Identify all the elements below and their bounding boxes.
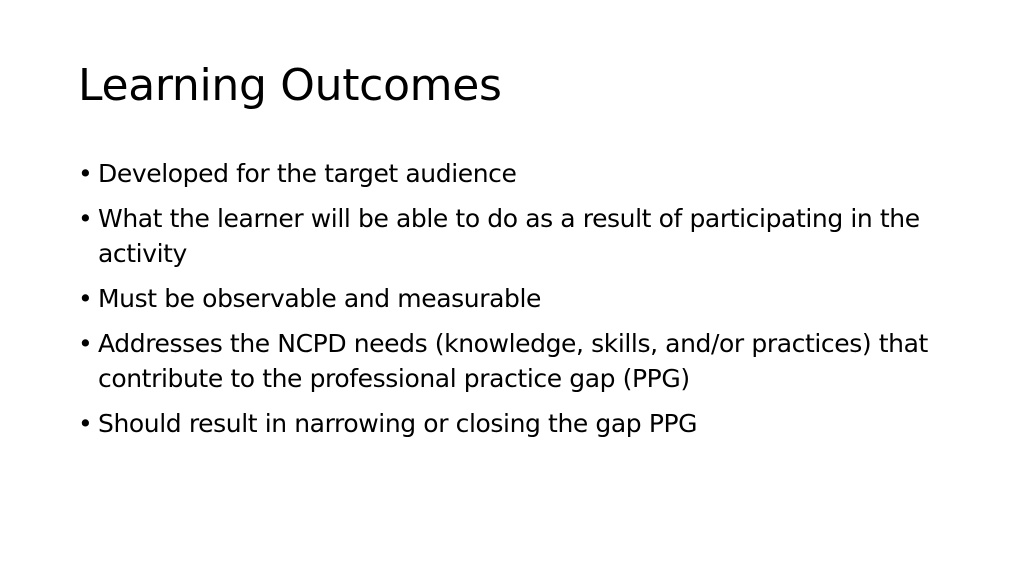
- slide-title: Learning Outcomes: [78, 60, 502, 111]
- list-item: [78, 326, 958, 396]
- bullet-icon: •: [78, 409, 93, 438]
- bullet-icon: •: [78, 284, 93, 313]
- bullet-list: [78, 156, 958, 451]
- list-item: [78, 281, 958, 316]
- bullet-text: Must be observable and measurable: [98, 284, 541, 313]
- list-item: [78, 156, 958, 191]
- bullet-text: What the learner will be able to do as a result of participating in the activity: [98, 204, 920, 268]
- bullet-icon: •: [78, 159, 93, 188]
- bullet-text: Developed for the target audience: [98, 159, 517, 188]
- bullet-icon: •: [78, 204, 93, 233]
- bullet-icon: •: [78, 329, 93, 358]
- bullet-text: Should result in narrowing or closing the gap PPG: [98, 409, 698, 438]
- list-item: [78, 406, 958, 441]
- bullet-text: Addresses the NCPD needs (knowledge, skills, and/or practices) that contribute to the professional practice gap (PPG): [98, 329, 928, 393]
- list-item: [78, 201, 958, 271]
